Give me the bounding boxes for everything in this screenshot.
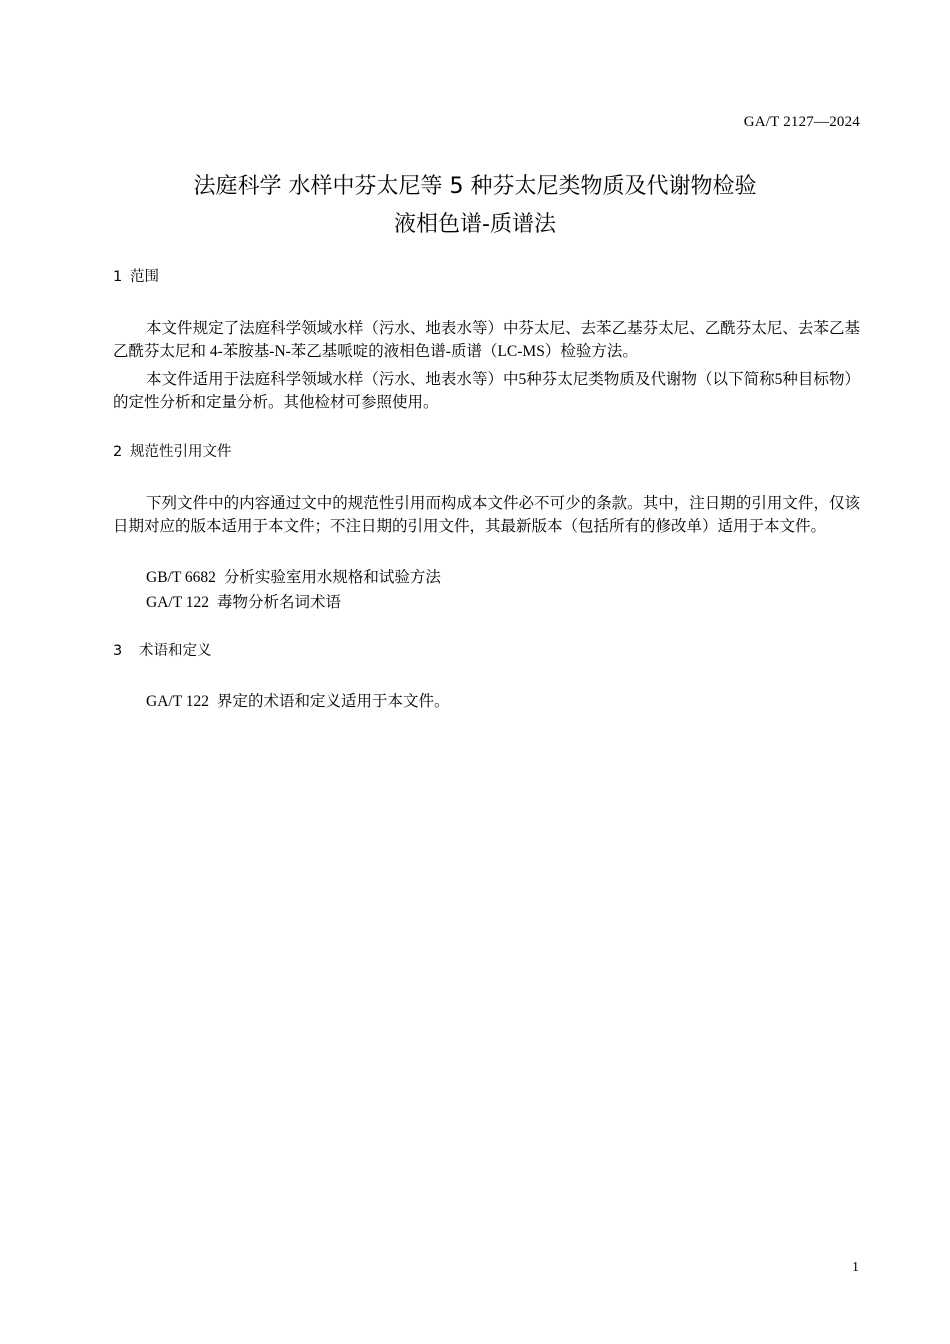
statement-text: 界定的术语和定义适用于本文件。 — [217, 693, 450, 710]
section-number: 1 — [113, 269, 123, 285]
scope-paragraph-2: 本文件适用于法庭科学领域水样（污水、地表水等）中5种芬太尼类物质及代谢物（以下简称5种目标物）的定性分析和定量分析。其他检材可参照使用。 — [113, 371, 860, 411]
reference-item — [146, 566, 441, 589]
section-heading-scope — [113, 267, 159, 287]
reference-title: 毒物分析名词术语 — [217, 594, 342, 611]
document-title-line-1: 法庭科学 水样中芬太尼等 5 种芬太尼类物质及代谢物检验 — [193, 174, 757, 199]
section-title: 术语和定义 — [139, 643, 212, 659]
normative-references-paragraph: 下列文件中的内容通过文中的规范性引用而构成本文件必不可少的条款。其中，注日期的引用文件，仅该日期对应的版本适用于本文件；不注日期的引用文件，其最新版本（包括所有的修改单）适用于本文件。 — [113, 495, 860, 535]
document-title-line-2: 液相色谱-质谱法 — [394, 212, 556, 237]
section-heading-normative-references — [113, 442, 232, 462]
section-heading-terms-and-definitions — [113, 641, 212, 661]
scope-paragraph-1: 本文件规定了法庭科学领域水样（污水、地表水等）中芬太尼、去苯乙基芬太尼、乙酰芬太尼、去苯乙基乙酰芬太尼和 4-苯胺基-N-苯乙基哌啶的液相色谱-质谱（LC-MS）检验方法。 — [113, 320, 860, 360]
section-number: 2 — [113, 444, 123, 460]
page-number: 1 — [852, 1260, 859, 1275]
document-code: GA/T 2127—2024 — [743, 114, 860, 130]
reference-code: GA/T 122 — [146, 594, 210, 611]
reference-item — [146, 591, 341, 614]
section-title: 范围 — [130, 269, 159, 285]
terms-statement — [146, 690, 450, 713]
reference-code: GB/T 6682 — [146, 569, 216, 586]
section-title: 规范性引用文件 — [130, 444, 232, 460]
reference-title: 分析实验室用水规格和试验方法 — [223, 569, 441, 586]
section-number: 3 — [113, 643, 123, 659]
reference-code: GA/T 122 — [146, 693, 210, 710]
